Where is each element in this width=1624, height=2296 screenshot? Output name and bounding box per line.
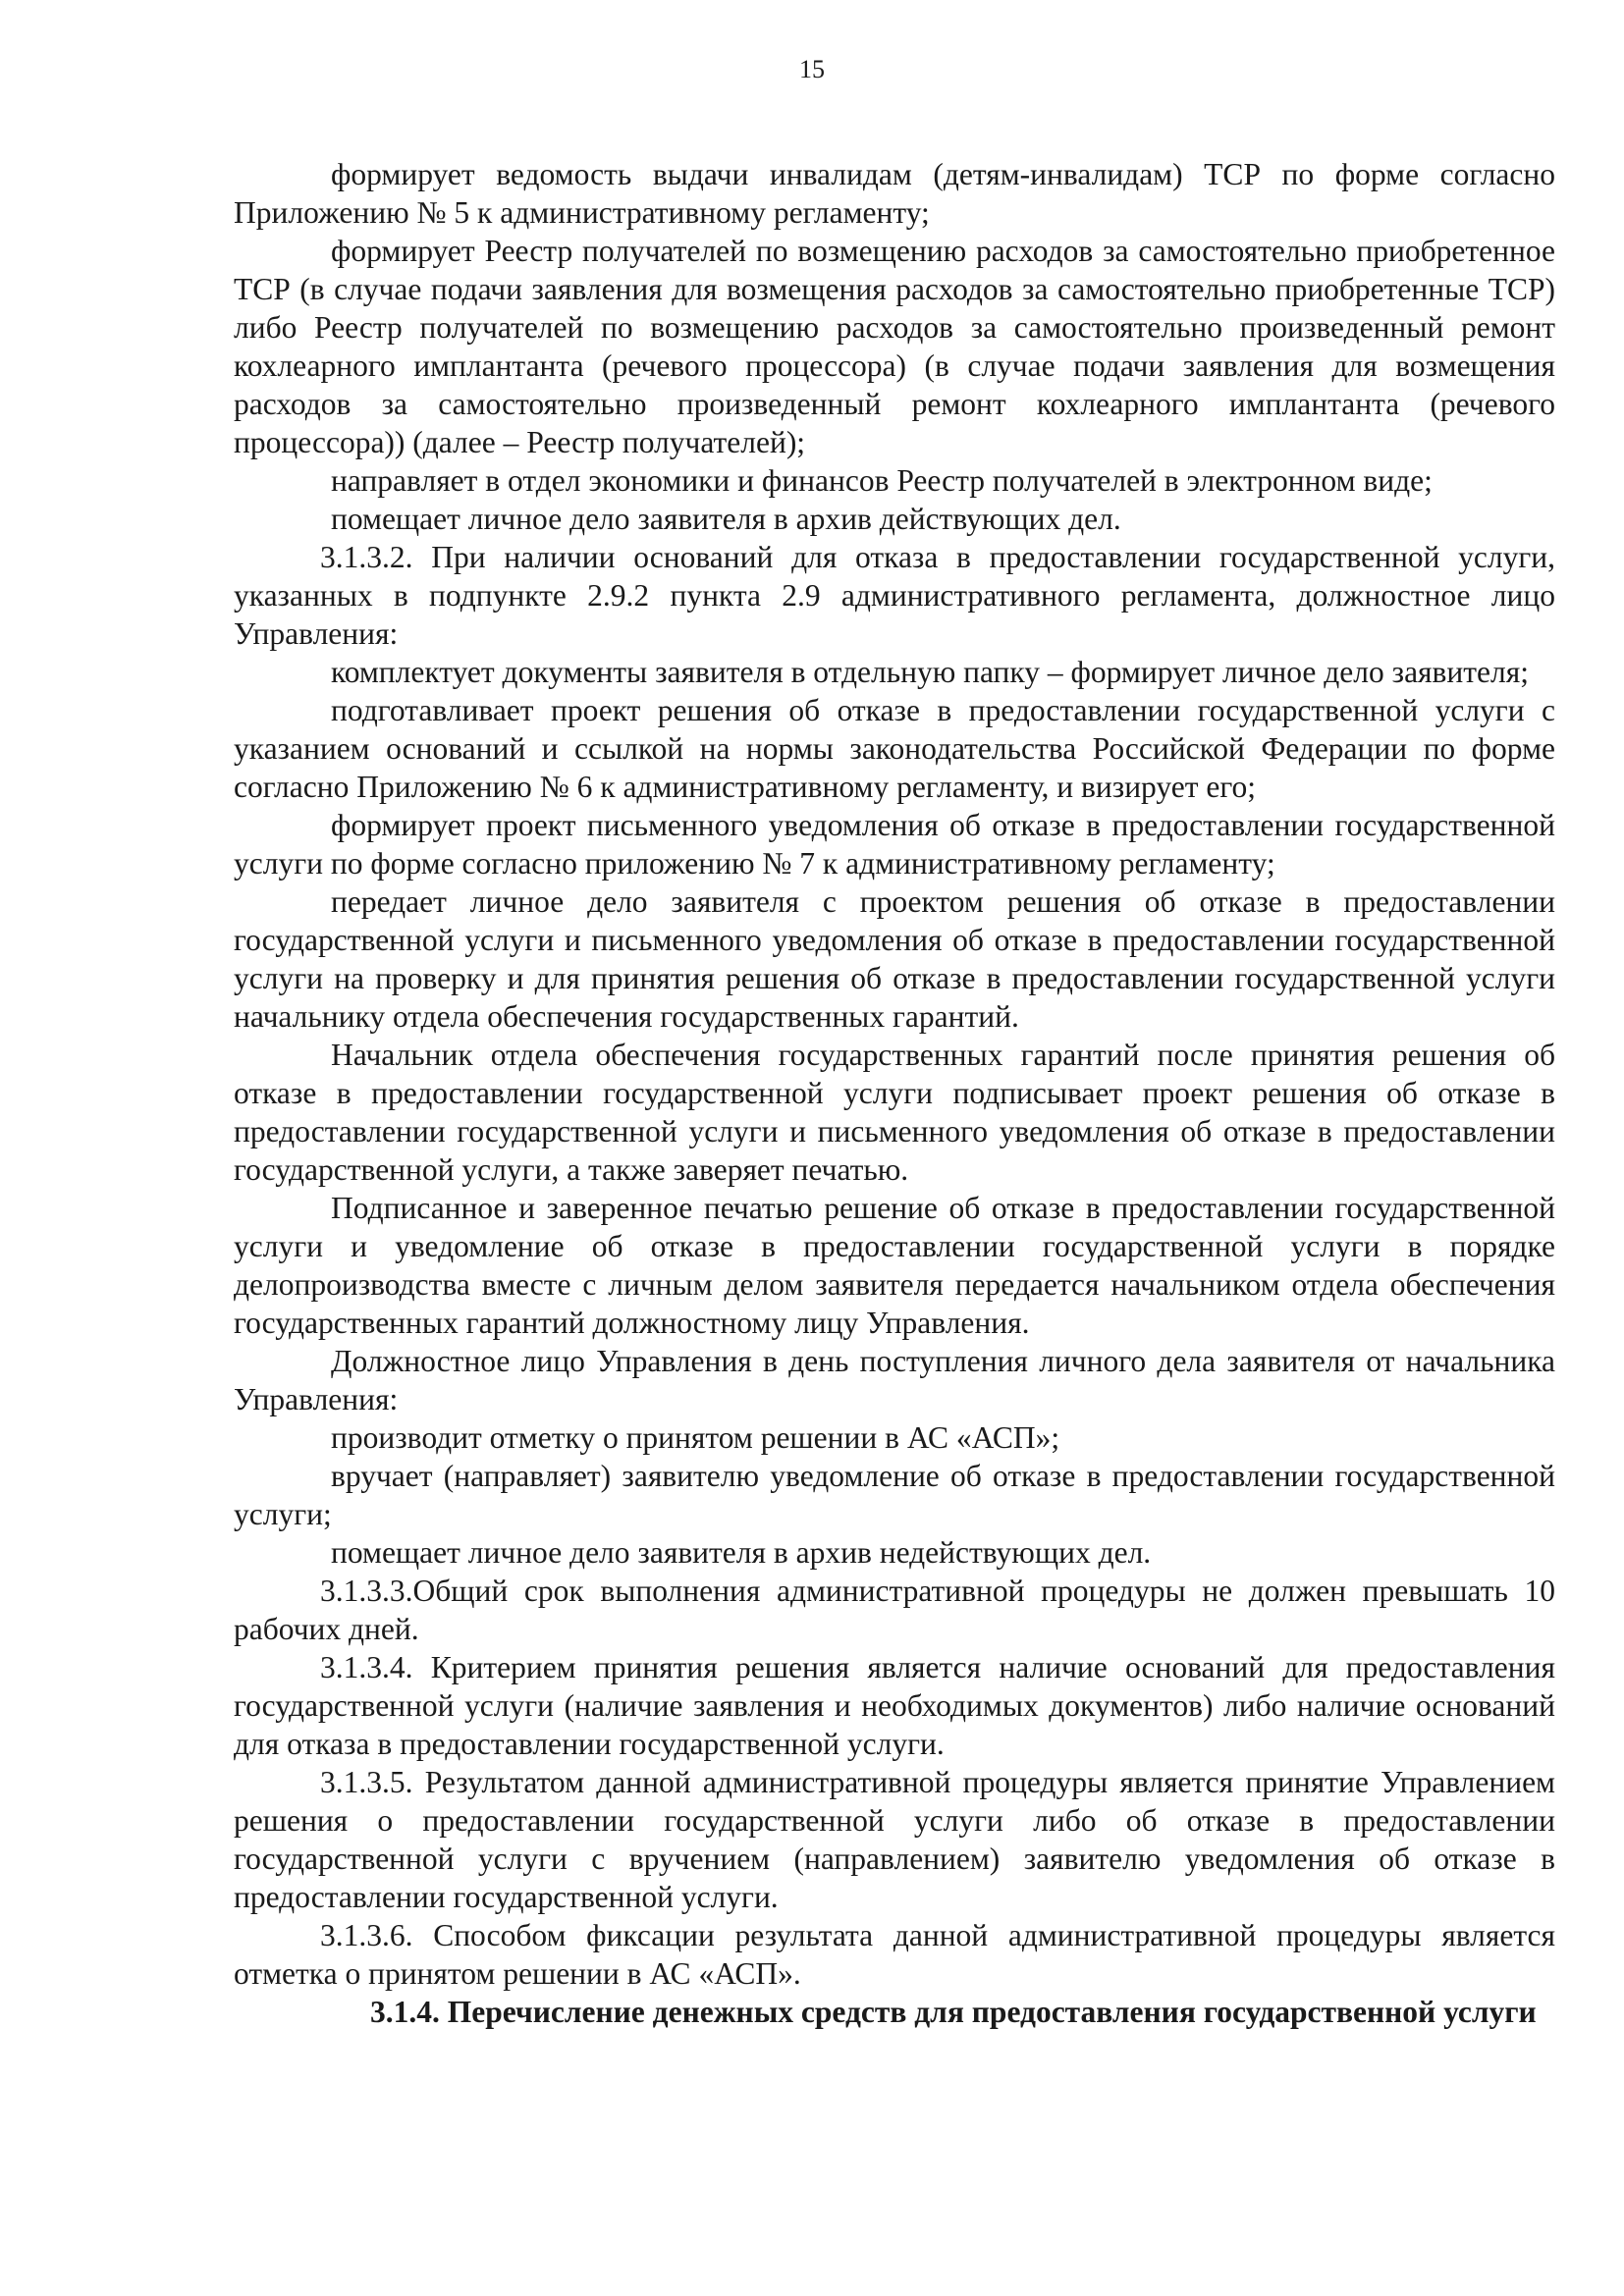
paragraph-refusal-notice: формирует проект письменного уведомления об отказе в предоставлении государственной услуги по форме согласно приложению № 7 к административному регламенту; [234,808,1555,881]
paragraph-statement-form: формирует ведомость выдачи инвалидам (детям-инвалидам) ТСР по форме согласно Приложению № 5 к административному регламенту; [234,157,1555,230]
paragraph-official-on-receipt: Должностное лицо Управления в день поступления личного дела заявителя от начальника Управления: [234,1344,1555,1416]
paragraph-prepare-refusal: подготавливает проект решения об отказе в предоставлении государственной услуги с указанием оснований и ссылкой на нормы законодательства Российской Федерации по форме согласно Приложению № 6 к административному регламенту, и визирует его; [234,693,1555,804]
paragraph-send-registry: направляет в отдел экономики и финансов Реестр получателей в электронном виде; [331,463,1433,498]
paragraph-deliver-notice: вручает (направляет) заявителю уведомление об отказе в предоставлении государственной услуги; [234,1459,1555,1531]
paragraph-3-1-3-4: 3.1.3.4. Критерием принятия решения является наличие оснований для предоставления государственной услуги (наличие заявления и необходимых документов) либо наличие оснований для отказа в предоставлении государственной услуги. [234,1650,1555,1761]
paragraph-3-1-3-5: 3.1.3.5. Результатом данной административной процедуры является принятие Управлением решения о предоставлении государственной услуги либо об отказе в предоставлении государственной услуги с вручением (направлением) заявителю уведомления об отказе в предоставлении государственной услуги. [234,1765,1555,1914]
paragraph-archive-active: помещает личное дело заявителя в архив действующих дел. [331,502,1121,536]
paragraph-signed-decision: Подписанное и заверенное печатью решение об отказе в предоставлении государственной услуги и уведомление об отказе в предоставлении государственной услуги в порядке делопроизводства вместе с личным делом заявителя передается начальником отдела обеспечения государственных гарантий должностному лицу Управления. [234,1191,1555,1340]
page-number: 15 [799,55,825,83]
paragraph-3-1-3-2: 3.1.3.2. При наличии оснований для отказа в предоставлении государственной услуги, указанных в подпункте 2.9.2 пункта 2.9 административного регламента, должностное лицо Управления: [234,540,1555,651]
document-body [234,155,1555,2031]
paragraph-3-1-3-6: 3.1.3.6. Способом фиксации результата данной административной процедуры является отметка о принятом решении в АС «АСП». [234,1918,1555,1991]
paragraph-transfer-file: передает личное дело заявителя с проектом решения об отказе в предоставлении государственной услуги и письменного уведомления об отказе в предоставлении государственной услуги на проверку и для принятия решения об отказе в предоставлении государственной услуги начальнику отдела обеспечения государственных гарантий. [234,884,1555,1034]
paragraph-3-1-3-3: 3.1.3.3.Общий срок выполнения административной процедуры не должен превышать 10 рабочих дней. [234,1574,1555,1646]
paragraph-record-decision: производит отметку о принятом решении в АС «АСП»; [331,1420,1060,1455]
paragraph-compile-documents: комплектует документы заявителя в отдельную папку – формирует личное дело заявителя; [331,655,1529,689]
paragraph-archive-inactive: помещает личное дело заявителя в архив недействующих дел. [331,1535,1152,1570]
paragraph-recipients-registry: формирует Реестр получателей по возмещению расходов за самостоятельно приобретенное ТСР (в случае подачи заявления для возмещения расходов за самостоятельно приобретенные ТСР) либо Реестр получателей по возмещению расходов за самостоятельно произведенный ремонт кохлеарного имплантанта (речевого процессора) (в случае подачи заявления для возмещения расходов за самостоятельно произведенный ремонт кохлеарного имплантанта (речевого процессора)) (далее – Реестр получателей); [234,234,1555,459]
section-heading-3-1-4: 3.1.4. Перечисление денежных средств для предоставления государственной услуги [370,1995,1537,2029]
paragraph-head-signs: Начальник отдела обеспечения государственных гарантий после принятия решения об отказе в предоставлении государственной услуги подписывает проект решения об отказе в предоставлении государственной услуги и письменного уведомления об отказе в предоставлении государственной услуги, а также заверяет печатью. [234,1038,1555,1187]
